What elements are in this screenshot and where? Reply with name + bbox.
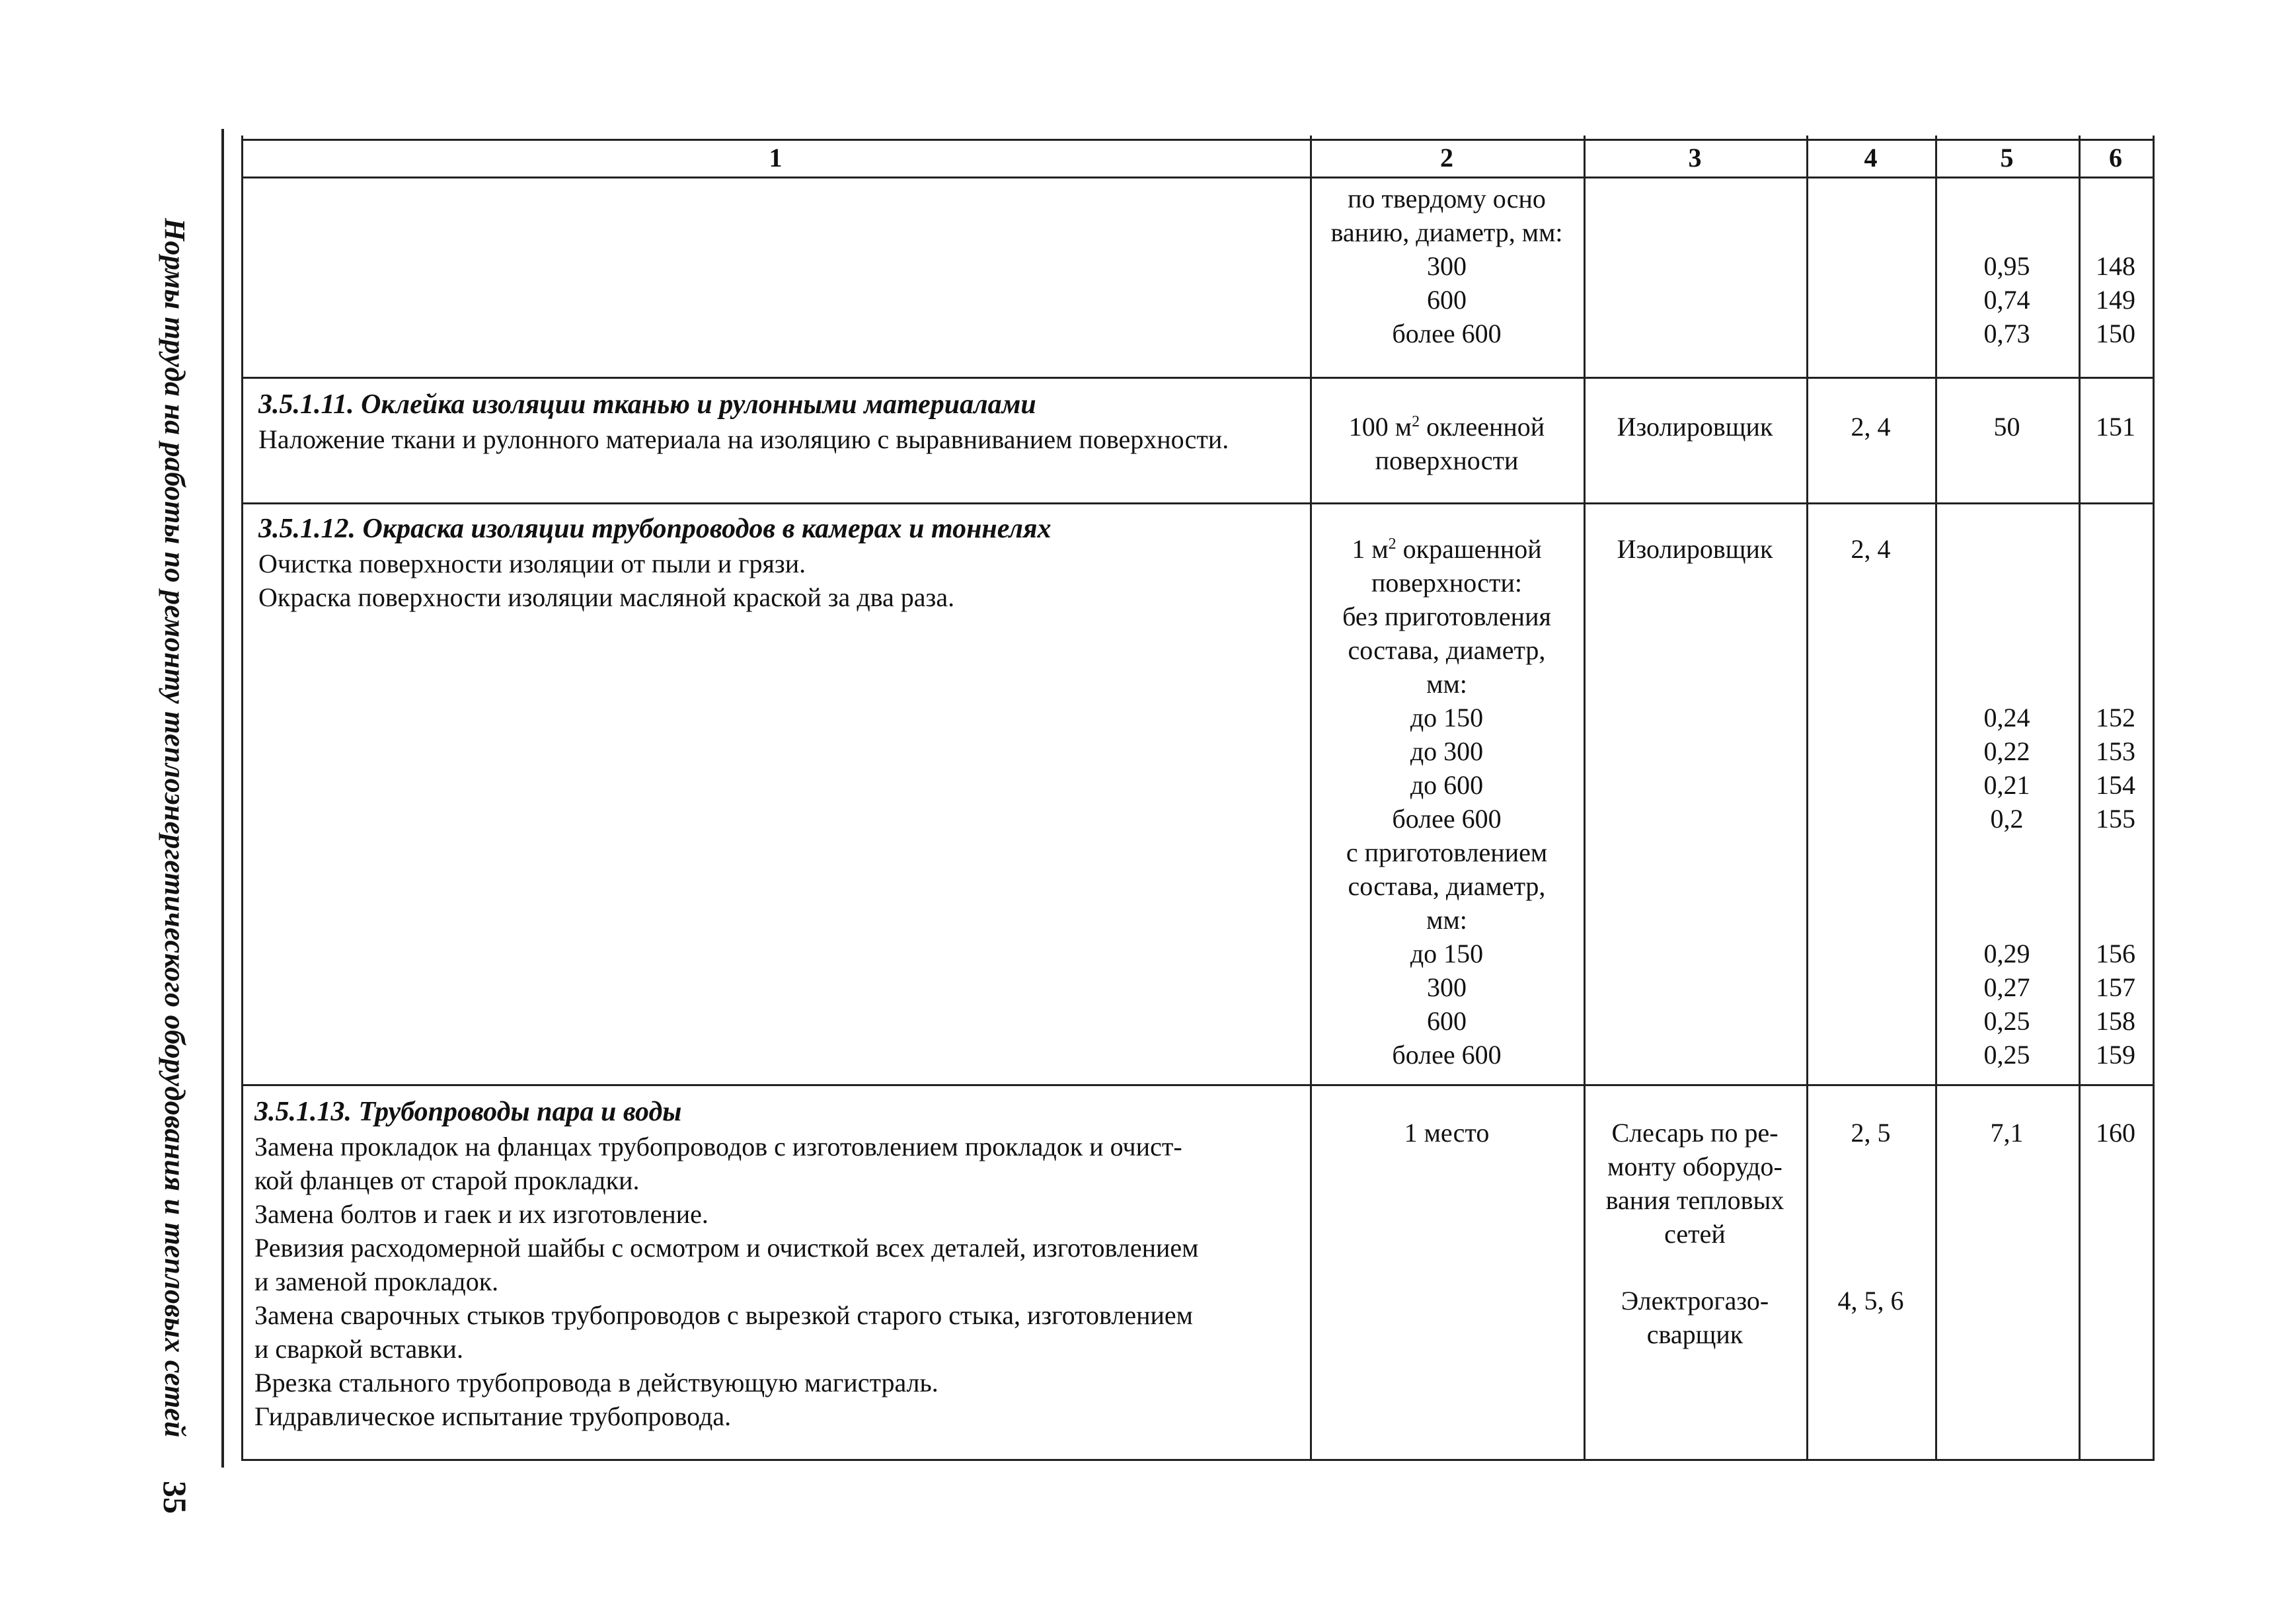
worker-grade: 2, 4 <box>1851 534 1891 564</box>
worker-line: сетей <box>1664 1219 1726 1249</box>
unit-line: поверхности <box>1375 446 1519 475</box>
page-number: 35 <box>157 1481 194 1514</box>
section-description: Врезка стального трубопровода в действующую магистраль. <box>254 1368 938 1397</box>
table-border-right <box>2153 136 2155 1461</box>
table-border-left <box>241 136 243 1461</box>
unit-line: с приготовлением <box>1346 838 1548 867</box>
unit-line: более 600 <box>1392 319 1502 348</box>
section-description: Замена прокладок на фланцах трубопроводов с изготовлением прокладок и очист- <box>254 1132 1182 1161</box>
norms-table <box>241 136 2155 1461</box>
norm-value: 0,29 <box>1983 939 2030 968</box>
norm-value: 0,27 <box>1983 972 2030 1002</box>
norm-number: 153 <box>2096 736 2135 766</box>
section-3-5-1-12 <box>258 511 1306 614</box>
values-with-preparation <box>1937 937 2077 1072</box>
worker-line: сварщик <box>1646 1319 1743 1349</box>
section-title: 3.5.1.11. Оклейка изоляции тканью и рулонными материалами <box>258 389 1036 420</box>
section-description: Окраска поверхности изоляции масляной краской за два раза. <box>258 582 955 612</box>
worker-profession: Изолировщик <box>1617 412 1773 442</box>
section-description: Наложение ткани и рулонного материала на изоляцию с выравниванием поверхности. <box>258 424 1229 454</box>
section-description: и заменой прокладок. <box>254 1267 499 1296</box>
unit-line: 300 <box>1427 972 1467 1002</box>
unit-line: до 150 <box>1410 703 1484 732</box>
worker-line: Электрогазо- <box>1621 1286 1769 1316</box>
worker-line: Слесарь по ре- <box>1611 1118 1779 1148</box>
norm-number: 152 <box>2096 703 2135 732</box>
row-divider <box>241 1084 2155 1086</box>
running-header <box>129 218 221 1514</box>
numbers-without-preparation <box>2081 701 2151 836</box>
norm-number: 155 <box>2096 804 2135 834</box>
norm-value: 0,22 <box>1983 736 2030 766</box>
unit-line: по твердому осно <box>1348 184 1546 214</box>
norm-number: 151 <box>2096 412 2135 442</box>
norm-value: 0,24 <box>1983 703 2030 732</box>
norm-number: 148 <box>2096 251 2135 281</box>
worker-profession: Изолировщик <box>1617 534 1773 564</box>
section-description: кой фланцев от старой прокладки. <box>254 1165 640 1195</box>
section-3-5-1-11 <box>258 387 1306 456</box>
norm-value: 0,73 <box>1983 319 2030 348</box>
unit-line: более 600 <box>1392 1040 1502 1070</box>
section-description: Гидравлическое испытание трубопровода. <box>254 1401 732 1431</box>
worker-grade: 2, 5 <box>1851 1118 1891 1148</box>
numbers-with-preparation <box>2081 937 2151 1072</box>
unit-line: мм: <box>1426 669 1467 699</box>
section-3-5-1-12-units <box>1312 532 1582 1072</box>
section-3-5-1-13 <box>254 1094 1305 1433</box>
worker-line: монту оборудо- <box>1607 1152 1782 1181</box>
worker-grade: 2, 4 <box>1851 412 1891 442</box>
norm-number: 157 <box>2096 972 2135 1002</box>
section-title: 3.5.1.13. Трубопроводы пара и воды <box>254 1097 682 1127</box>
unit-line: до 150 <box>1410 939 1484 968</box>
norm-number: 156 <box>2096 939 2135 968</box>
unit-line: мм: <box>1426 905 1467 935</box>
unit-line: 1 $м^2$ окрашенной <box>1352 534 1542 564</box>
values-without-preparation <box>1937 701 2077 836</box>
column-divider <box>1806 136 1808 1461</box>
norm-value: 0,2 <box>1990 804 2024 834</box>
norm-value: 0,21 <box>1983 770 2030 800</box>
margin-rule <box>221 129 224 1468</box>
norm-number: 158 <box>2096 1006 2135 1036</box>
column-divider <box>1584 136 1586 1461</box>
unit-line: 100 $м^2$ оклеенной <box>1348 412 1545 442</box>
row-divider <box>241 377 2155 379</box>
section-description: Замена сварочных стыков трубопроводов с вырезкой старого стыка, изготовлением <box>254 1300 1193 1330</box>
worker-line: вания тепловых <box>1605 1185 1784 1215</box>
worker-profession-welder <box>1586 1284 1804 1351</box>
continuation-values <box>1937 249 2077 350</box>
unit-line: 600 <box>1427 285 1467 315</box>
norm-value: 7,1 <box>1990 1118 2024 1148</box>
section-description: Ревизия расходомерной шайбы с осмотром и очисткой всех деталей, изготовлением <box>254 1233 1199 1263</box>
row-divider <box>241 502 2155 504</box>
column-number-1: 1 <box>769 143 783 173</box>
worker-profession-fitter <box>1586 1116 1804 1251</box>
norm-value: 50 <box>1993 412 2020 442</box>
running-title: Нормы труда на работы по ремонту теплоэнергетического оборудования и тепловых сетей <box>159 218 192 1438</box>
norm-number: 154 <box>2096 770 2135 800</box>
norm-number: 149 <box>2096 285 2135 315</box>
section-description: Замена болтов и гаек и их изготовление. <box>254 1199 708 1229</box>
section-description: и сваркой вставки. <box>254 1334 463 1364</box>
norm-value: 0,95 <box>1983 251 2030 281</box>
norm-number: 159 <box>2096 1040 2135 1070</box>
section-description: Очистка поверхности изоляции от пыли и грязи. <box>258 549 806 578</box>
norm-number: 160 <box>2096 1118 2135 1148</box>
column-number-2: 2 <box>1440 143 1453 173</box>
column-number-5: 5 <box>2000 143 2014 173</box>
unit-line: до 300 <box>1410 736 1484 766</box>
unit-line: 1 место <box>1404 1118 1490 1148</box>
table-top-rule <box>241 139 2155 141</box>
unit-line: 600 <box>1427 1006 1467 1036</box>
section-3-5-1-11-unit <box>1312 410 1582 477</box>
unit-line: состава, диаметр, <box>1348 635 1546 665</box>
section-title: 3.5.1.12. Окраска изоляции трубопроводов в камерах и тоннелях <box>258 514 1052 544</box>
column-number-4: 4 <box>1864 143 1878 173</box>
continuation-units <box>1312 182 1582 350</box>
column-number-6: 6 <box>2109 143 2122 173</box>
unit-line: 300 <box>1427 251 1467 281</box>
norm-number: 150 <box>2096 319 2135 348</box>
norm-value: 0,74 <box>1983 285 2030 315</box>
unit-line: до 600 <box>1410 770 1484 800</box>
unit-line: без приготовления <box>1342 602 1551 631</box>
unit-line: ванию, диаметр, мм: <box>1330 217 1563 247</box>
unit-line: более 600 <box>1392 804 1502 834</box>
norm-value: 0,25 <box>1983 1006 2030 1036</box>
norm-value: 0,25 <box>1983 1040 2030 1070</box>
continuation-numbers <box>2081 249 2151 350</box>
unit-line: поверхности: <box>1371 568 1522 598</box>
column-number-3: 3 <box>1688 143 1702 173</box>
worker-grade: 4, 5, 6 <box>1837 1286 1904 1316</box>
header-rule <box>241 177 2155 178</box>
unit-line: состава, диаметр, <box>1348 871 1546 901</box>
table-bottom-rule <box>241 1459 2155 1461</box>
